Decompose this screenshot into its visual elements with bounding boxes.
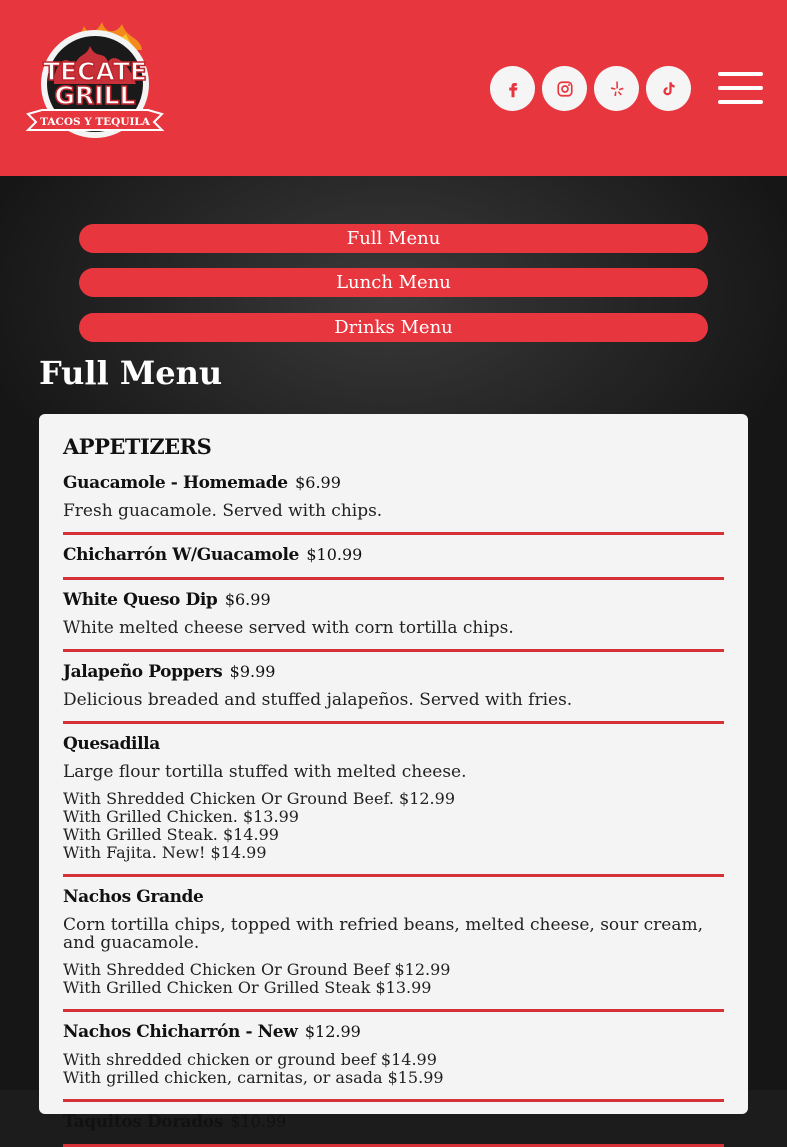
menu-item-option: With Grilled Chicken Or Grilled Steak $13.99 (63, 978, 432, 997)
hamburger-bar (718, 100, 763, 104)
menu-item-option: With Shredded Chicken Or Ground Beef. $12.99 (63, 789, 455, 808)
menu-item-header (63, 1112, 724, 1132)
menu-item (63, 724, 724, 877)
menu-item-name: Chicharrón W/Guacamole (63, 545, 299, 565)
menu-item-name: Taquitos Dorados (63, 1112, 223, 1132)
menu-item-name: Nachos Grande (63, 887, 204, 907)
menu-item-description: Fresh guacamole. Served with chips. (63, 501, 383, 521)
menu-item-header (63, 473, 724, 493)
menu-item-price: $12.99 (304, 1022, 361, 1041)
menu-item-header (63, 734, 724, 754)
page-title: Full Menu (39, 354, 223, 392)
yelp-button[interactable] (594, 66, 639, 111)
menu-item-name: Jalapeño Poppers (63, 662, 223, 682)
menu-item-price: $9.99 (229, 662, 276, 681)
menu-item-description: Corn tortilla chips, topped with refried beans, melted cheese, sour cream, and guacamole. (63, 915, 703, 953)
hamburger-bar (718, 86, 763, 90)
menu-item (63, 1102, 724, 1147)
menu-item-description: Large flour tortilla stuffed with melted cheese. (63, 762, 467, 782)
logo-tagline: TACOS Y TEQUILA (40, 116, 150, 128)
menu-item (63, 535, 724, 580)
menu-item-header (63, 590, 724, 610)
menu-item-header (63, 1022, 724, 1042)
menu-item-name: Quesadilla (63, 734, 160, 754)
facebook-button[interactable] (490, 66, 535, 111)
menu-item-name: Guacamole - Homemade (63, 473, 288, 493)
logo-text-tecate: TECATE (42, 57, 148, 86)
hamburger-menu-button[interactable] (718, 72, 763, 104)
menu-item-header (63, 662, 724, 682)
menu-item-price: $6.99 (224, 590, 271, 609)
menu-item-options (63, 961, 724, 997)
social-links (490, 66, 691, 111)
menu-item (63, 877, 724, 1012)
drinks-menu-button[interactable]: Drinks Menu (79, 313, 708, 342)
menu-item-price: $6.99 (295, 473, 341, 492)
tecate-grill-logo[interactable] (24, 22, 166, 140)
menu-item (63, 465, 724, 535)
menu-item-name: White Queso Dip (63, 590, 218, 610)
menu-item (63, 1012, 724, 1102)
menu-card (39, 414, 748, 1132)
menu-item-option: With Shredded Chicken Or Ground Beef $12.99 (63, 960, 451, 979)
menu-item-option: With Fajita. New! $14.99 (63, 843, 267, 862)
menu-item-price: $10.99 (306, 545, 363, 564)
instagram-button[interactable] (542, 66, 587, 111)
menu-item-description: Delicious breaded and stuffed jalapeños. Served with fries. (63, 690, 573, 710)
menu-item (63, 652, 724, 724)
tiktok-icon (660, 80, 678, 98)
section-title: APPETIZERS (63, 434, 212, 459)
menu-item-option: With grilled chicken, carnitas, or asada $15.99 (63, 1068, 444, 1087)
menu-item-options (63, 790, 724, 862)
tiktok-button[interactable] (646, 66, 691, 111)
menu-item-options (63, 1051, 724, 1087)
menu-item-name: Nachos Chicharrón - New (63, 1022, 298, 1042)
menu-item-option: With Grilled Chicken. $13.99 (63, 807, 299, 826)
menu-item-header (63, 545, 724, 565)
facebook-icon (504, 80, 522, 98)
hamburger-bar (718, 72, 763, 76)
menu-item-option: With Grilled Steak. $14.99 (63, 825, 279, 844)
menu-item-option: With shredded chicken or ground beef $14.99 (63, 1050, 437, 1069)
lunch-menu-button[interactable]: Lunch Menu (79, 268, 708, 297)
site-header (0, 0, 787, 176)
instagram-icon (556, 80, 574, 98)
yelp-icon (608, 80, 626, 98)
menu-item (63, 580, 724, 652)
logo-text-grill: GRILL (54, 81, 136, 110)
menu-item-header (63, 887, 724, 907)
full-menu-button[interactable]: Full Menu (79, 224, 708, 253)
menu-item-price: $10.99 (230, 1112, 287, 1131)
menu-item-list (63, 465, 724, 1147)
menu-item-description: White melted cheese served with corn tortilla chips. (63, 618, 514, 638)
